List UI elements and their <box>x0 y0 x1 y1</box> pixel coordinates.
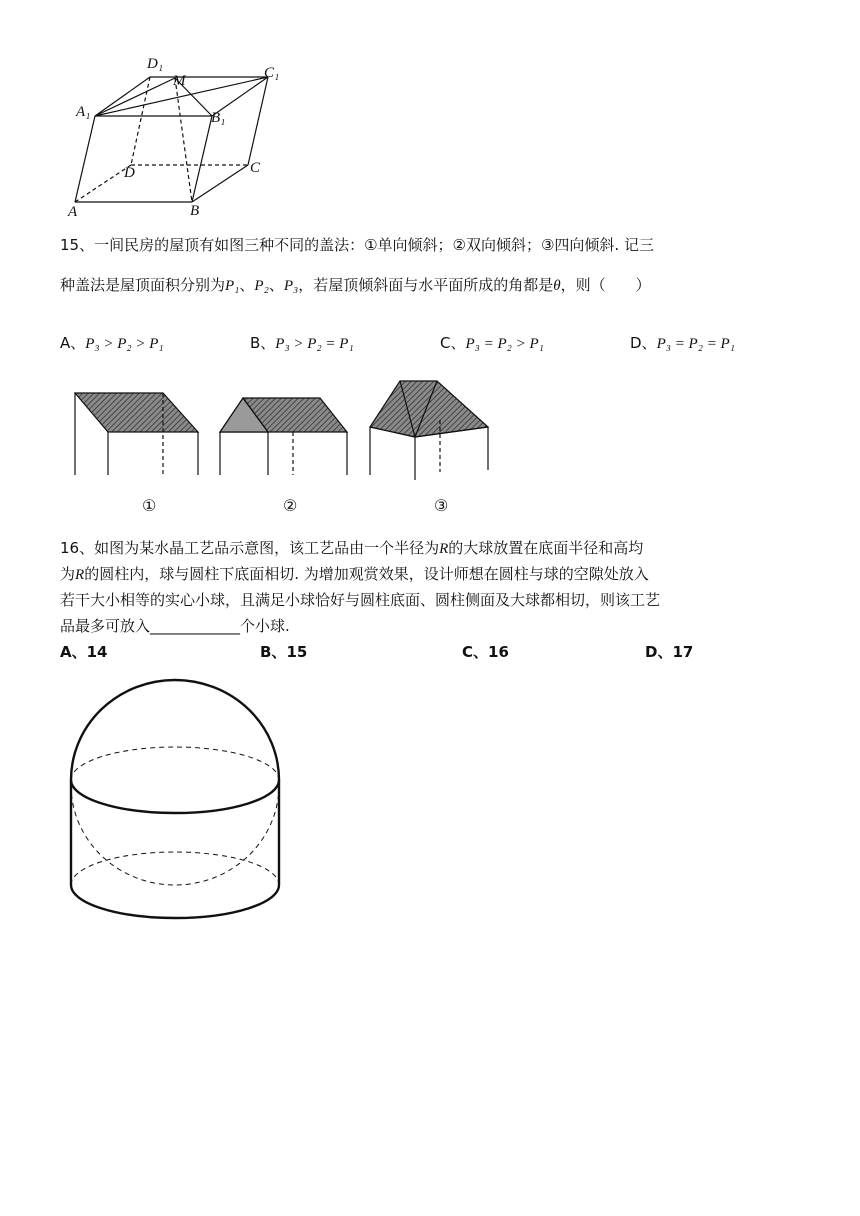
fig-label-3: ③ <box>434 496 449 515</box>
option-label: D、 <box>645 643 673 661</box>
q15-line2-a: 种盖法是屋顶面积分别为 <box>60 276 226 294</box>
q16-line4-b: 个小球. <box>240 617 290 635</box>
q16-line4-a: 品最多可放入 <box>60 617 151 635</box>
option-label: B、 <box>250 334 276 352</box>
q15-p1: P₁ <box>225 278 240 294</box>
q16-R: R <box>439 541 449 557</box>
label-C: C <box>250 160 261 176</box>
q15-p3: P₃ <box>283 278 299 294</box>
sep: 、 <box>268 276 284 294</box>
option-value: 16 <box>488 643 509 661</box>
q15-line2-b: ，若屋顶倾斜面与水平面所成的角都是 <box>298 276 554 294</box>
sep: 、 <box>239 276 255 294</box>
fig-label-1: ① <box>142 496 157 515</box>
q16-R: R <box>75 567 85 583</box>
q15-theta: θ <box>553 278 561 294</box>
option-value: 14 <box>86 643 108 661</box>
answer-blank[interactable]: ____________ <box>150 617 241 635</box>
q16-line3: 若干大小相等的实心小球，且满足小球恰好与圆柱底面、圆柱侧面及大球都相切，则该工艺 <box>60 591 661 609</box>
label-A1: A₁ <box>76 104 91 120</box>
label-C1: C₁ <box>264 65 280 81</box>
q16-line1-b: 的大球放置在底面半径和高均 <box>448 539 644 557</box>
q16-line2-a: 为 <box>60 565 76 583</box>
q15-p2: P₂ <box>254 278 269 294</box>
option-label: B、 <box>260 643 287 661</box>
option-value: 15 <box>286 643 308 661</box>
option-expr: P₃ = P₂ = P₁ <box>656 336 735 352</box>
label-M: M <box>173 73 186 89</box>
label-D1: D₁ <box>147 56 164 72</box>
q16-line2-b: 的圆柱内，球与圆柱下底面相切. 为增加观赏效果，设计师想在圆柱与球的空隙处放入 <box>84 565 649 583</box>
option-label: A、 <box>60 334 86 352</box>
option-label: C、 <box>462 643 489 661</box>
q15-line1: 15、一间民房的屋顶有如图三种不同的盖法：①单向倾斜；②双向倾斜；③四向倾斜. 记三 <box>60 236 654 254</box>
fig-label-2: ② <box>283 496 298 515</box>
option-label: C、 <box>440 334 466 352</box>
option-expr: P₃ > P₂ = P₁ <box>275 336 354 352</box>
label-A: A <box>68 204 78 220</box>
label-B1: B₁ <box>211 110 226 126</box>
option-value: 17 <box>672 643 694 661</box>
q15-line2-c: ，则（ ） <box>560 276 651 294</box>
option-label: D、 <box>630 334 657 352</box>
label-B: B <box>190 203 200 219</box>
option-expr: P₃ = P₂ > P₁ <box>465 336 544 352</box>
q16-line1-a: 16、如图为某水晶工艺品示意图，该工艺品由一个半径为 <box>60 539 440 557</box>
option-label: A、 <box>60 643 87 661</box>
option-expr: P₃ > P₂ > P₁ <box>85 336 164 352</box>
label-D: D <box>124 165 135 181</box>
